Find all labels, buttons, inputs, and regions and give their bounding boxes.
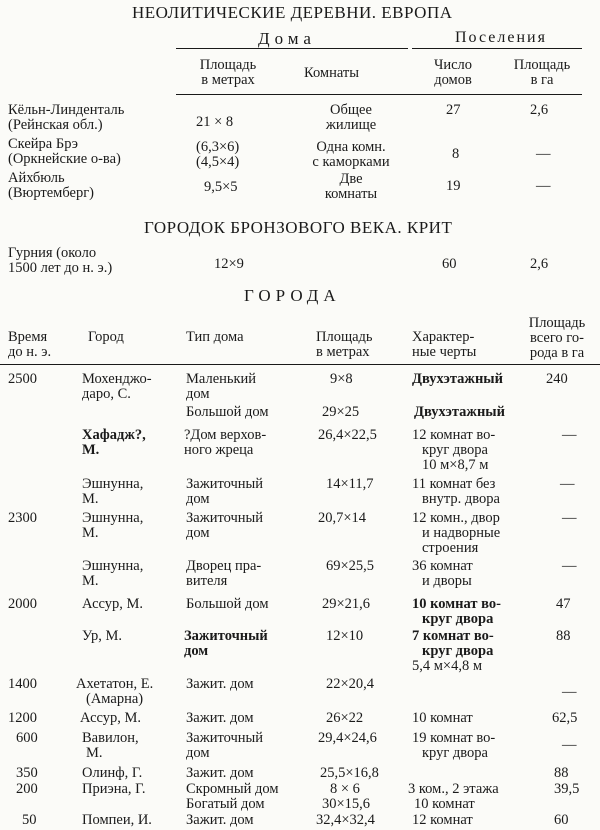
section3-header-rule bbox=[0, 364, 600, 365]
r6-type: Большой дом bbox=[186, 596, 269, 612]
s1-row3-area: 9,5×5 bbox=[204, 179, 238, 195]
s1-row2-rooms: Одна комн. с каморками bbox=[312, 139, 390, 171]
r4-city: Эшнунна, М. bbox=[82, 510, 144, 542]
houses-rule bbox=[176, 48, 408, 49]
r0-features: Двухэтажный bbox=[412, 371, 503, 387]
r9-area: 26×22 bbox=[326, 710, 364, 726]
r11-total: 88 bbox=[554, 765, 569, 781]
r11-area: 25,5×16,8 bbox=[320, 765, 379, 781]
r4-features: 12 комн., двор и надворные строения bbox=[412, 510, 501, 557]
r3-type: Зажиточный дом bbox=[186, 476, 264, 508]
group-settlements: Поселения bbox=[455, 29, 547, 46]
r9-time: 1200 bbox=[8, 710, 37, 726]
r12-area: 8 × 6 30×15,6 bbox=[322, 781, 371, 812]
r6-city: Ассур, М. bbox=[82, 596, 144, 612]
s1-row2-ha: — bbox=[536, 146, 551, 162]
s1-row1-area: 21 × 8 bbox=[196, 114, 234, 130]
r5-total: — bbox=[562, 558, 577, 574]
r10-time: 600 bbox=[16, 730, 38, 746]
r9-features: 10 комнат bbox=[412, 710, 473, 726]
r13-features: 12 комнат bbox=[412, 812, 473, 828]
r10-city: Вавилон, М. bbox=[82, 730, 139, 762]
r11-time: 350 bbox=[16, 765, 38, 781]
group-houses: Дома bbox=[258, 29, 316, 48]
col-area-m: Площадь в метрах bbox=[199, 57, 257, 89]
h-type: Тип дома bbox=[186, 329, 244, 345]
s2-place: Гурния (около 1500 лет до н. э.) bbox=[8, 245, 113, 277]
r5-type: Дворец пра- вителя bbox=[186, 558, 262, 590]
r12-features: 3 ком., 2 этажа 10 комнат bbox=[408, 781, 499, 812]
s1-row1-place: Кёльн-Линденталь (Рейнская обл.) bbox=[8, 102, 125, 134]
r1-features: Двухэтажный bbox=[414, 404, 505, 420]
s1-row2-houses: 8 bbox=[452, 146, 460, 162]
r9-type: Зажит. дом bbox=[186, 710, 254, 726]
r3-features: 11 комнат без внутр. двора bbox=[412, 476, 500, 508]
s1-row1-rooms: Общее жилище bbox=[325, 102, 377, 134]
r0-total: 240 bbox=[546, 371, 568, 387]
s1-row3-place: Айхбюль (Вюртемберг) bbox=[8, 170, 94, 202]
r8-city: Ахетатон, Е. (Амарна) bbox=[76, 676, 154, 708]
r0-area: 9×8 bbox=[330, 371, 353, 387]
r0-city: Мохенджо- даро, С. bbox=[82, 371, 152, 403]
r7-city: Ур, М. bbox=[82, 628, 123, 644]
r2-city: Хафадж?, М. bbox=[82, 427, 146, 459]
r12-type: Скромный дом Богатый дом bbox=[186, 781, 279, 812]
r3-total: — bbox=[560, 476, 575, 492]
s1-row3-houses: 19 bbox=[446, 178, 461, 194]
settlements-rule bbox=[412, 48, 582, 49]
r10-features: 19 комнат во- круг двора bbox=[412, 730, 496, 762]
s2-ha: 2,6 bbox=[530, 256, 549, 272]
r13-area: 32,4×32,4 bbox=[316, 812, 375, 828]
s1-row2-area: (6,3×6) (4,5×4) bbox=[196, 139, 240, 171]
r2-features: 12 комнат во- круг двора 10 м×8,7 м bbox=[412, 427, 496, 474]
r10-type: Зажиточный дом bbox=[186, 730, 264, 762]
r4-area: 20,7×14 bbox=[318, 510, 367, 526]
r0-type: Маленький дом bbox=[186, 371, 257, 403]
r2-total: — bbox=[562, 427, 577, 443]
r1-type: Большой дом bbox=[186, 404, 269, 420]
r11-city: Олинф, Г. bbox=[82, 765, 143, 781]
s2-area: 12×9 bbox=[214, 256, 244, 272]
r8-area: 22×20,4 bbox=[326, 676, 375, 692]
r8-time: 1400 bbox=[8, 676, 37, 692]
r7-type: Зажиточный дом bbox=[184, 628, 268, 660]
r11-type: Зажит. дом bbox=[186, 765, 254, 781]
r13-total: 60 bbox=[554, 812, 569, 828]
section3-title: ГОРОДА bbox=[244, 286, 341, 305]
r10-area: 29,4×24,6 bbox=[318, 730, 377, 746]
section2-title: ГОРОДОК БРОНЗОВОГО ВЕКА. КРИТ bbox=[144, 218, 453, 237]
r5-features: 36 комнат и дворы bbox=[412, 558, 473, 590]
s1-row1-houses: 27 bbox=[446, 102, 461, 118]
r9-total: 62,5 bbox=[552, 710, 578, 726]
r7-area: 12×10 bbox=[326, 628, 364, 644]
col-area-ha: Площадь в га bbox=[513, 57, 571, 89]
r8-total: — bbox=[562, 684, 577, 700]
r13-time: 50 bbox=[22, 812, 37, 828]
r1-area: 29×25 bbox=[322, 404, 360, 420]
h-time: Время до н. э. bbox=[8, 329, 52, 361]
col-rooms: Комнаты bbox=[304, 65, 359, 81]
r3-city: Эшнунна, М. bbox=[82, 476, 144, 508]
h-city: Город bbox=[88, 329, 124, 345]
r4-type: Зажиточный дом bbox=[186, 510, 264, 542]
r8-type: Зажит. дом bbox=[186, 676, 254, 692]
h-total: Площадь всего го- рода в га bbox=[528, 315, 586, 362]
r6-features: 10 комнат во- круг двора bbox=[412, 596, 501, 628]
r4-total: — bbox=[562, 510, 577, 526]
r12-total: 39,5 bbox=[554, 781, 580, 797]
r12-time: 200 bbox=[16, 781, 38, 797]
section1-header-rule bbox=[176, 94, 582, 95]
section1-title: НЕОЛИТИЧЕСКИЕ ДЕРЕВНИ. ЕВРОПА bbox=[132, 3, 453, 22]
r12-city: Приэна, Г. bbox=[82, 781, 146, 797]
r7-total: 88 bbox=[556, 628, 571, 644]
r10-total: — bbox=[562, 737, 577, 753]
r13-city: Помпеи, И. bbox=[82, 812, 152, 828]
r5-area: 69×25,5 bbox=[326, 558, 375, 574]
s1-row3-rooms: Две комнаты bbox=[324, 171, 378, 203]
r2-area: 26,4×22,5 bbox=[318, 427, 377, 443]
r7-features: 7 комнат во- круг двора 5,4 м×4,8 м bbox=[412, 628, 494, 675]
r5-city: Эшнунна, М. bbox=[82, 558, 144, 590]
h-area: Площадь в метрах bbox=[316, 329, 373, 361]
r3-area: 14×11,7 bbox=[326, 476, 374, 492]
r9-city: Ассур, М. bbox=[80, 710, 142, 726]
r2-type: ?Дом верхов- ного жреца bbox=[184, 427, 267, 459]
r6-total: 47 bbox=[556, 596, 571, 612]
s2-houses: 60 bbox=[442, 256, 457, 272]
s1-row1-ha: 2,6 bbox=[530, 102, 549, 118]
s1-row3-ha: — bbox=[536, 178, 551, 194]
r4-time: 2300 bbox=[8, 510, 37, 526]
r0-time: 2500 bbox=[8, 371, 37, 387]
h-features: Характер- ные черты bbox=[412, 329, 477, 361]
col-num-houses: Число домов bbox=[433, 57, 473, 89]
r6-area: 29×21,6 bbox=[322, 596, 371, 612]
s1-row2-place: Скейра Брэ (Оркнейские о-ва) bbox=[8, 136, 121, 168]
r6-time: 2000 bbox=[8, 596, 37, 612]
r13-type: Зажит. дом bbox=[186, 812, 254, 828]
